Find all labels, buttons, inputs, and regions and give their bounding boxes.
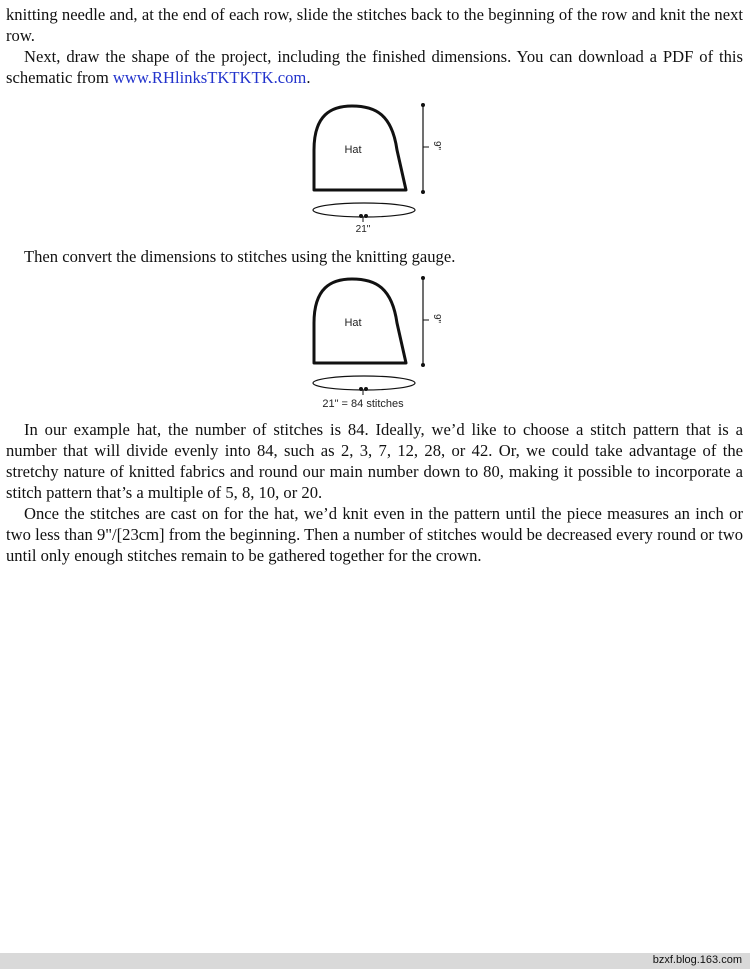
paragraph-convert: Then convert the dimensions to stitches using the knitting gauge. — [24, 247, 456, 266]
circumference-stitches-label: 21" = 84 stitches — [321, 398, 404, 410]
height-dimension-bottom-dot — [421, 363, 425, 367]
height-dimension-top-dot — [421, 276, 425, 280]
circumference-dot-left — [359, 214, 363, 218]
height-label: 9" — [430, 314, 442, 324]
hat-stitches-figure — [305, 276, 445, 411]
hat-label: Hat — [343, 144, 362, 156]
paragraph-continuation: knitting needle and, at the end of each row, slide the stitches back to the beginning of the row and knit the next row. — [6, 5, 743, 45]
schematic-download-link[interactable]: www.RHlinksTKTKTK.com — [112, 68, 307, 87]
footer-watermark: bzxf.blog.163.com — [652, 954, 742, 966]
paragraph-cast-on: Once the stitches are cast on for the hat, we’d knit even in the pattern until the piece measures an inch or two less than 9"/[23cm] from the beginning. Then a number of stitches would be decreased every round or two until only enough stitches remain to be gathered together for the crown. — [6, 504, 743, 565]
hat-schematic-figure — [305, 103, 445, 236]
circumference-label: 21" — [355, 224, 370, 235]
height-dimension-top-dot — [421, 103, 425, 107]
paragraph-draw-shape — [6, 46, 743, 88]
circumference-ellipse — [313, 376, 415, 390]
circumference-dot-left — [359, 387, 363, 391]
circumference-dot-right — [364, 387, 368, 391]
circumference-ellipse — [313, 203, 415, 217]
paragraph-draw-shape-text: Next, draw the shape of the project, including the finished dimensions. You can download a PDF of this schematic from — [6, 47, 743, 87]
page-content — [6, 4, 743, 566]
paragraph-example-hat: In our example hat, the number of stitches is 84. Ideally, we’d like to choose a stitch pattern that is a number that will divide evenly into 84, such as 2, 3, 7, 12, 28, or 42. Or, we could take advantage of the stretchy nature of knitted fabrics and round our main number down to 80, making it possible to incorporate a stitch pattern that’s a multiple of 5, 8, 10, or 20. — [6, 420, 743, 502]
height-label: 9" — [430, 141, 442, 151]
paragraph-draw-shape-end: . — [306, 68, 311, 87]
footer-bar — [0, 953, 750, 969]
height-dimension-bottom-dot — [421, 190, 425, 194]
circumference-dot-right — [364, 214, 368, 218]
hat-label: Hat — [343, 317, 362, 329]
